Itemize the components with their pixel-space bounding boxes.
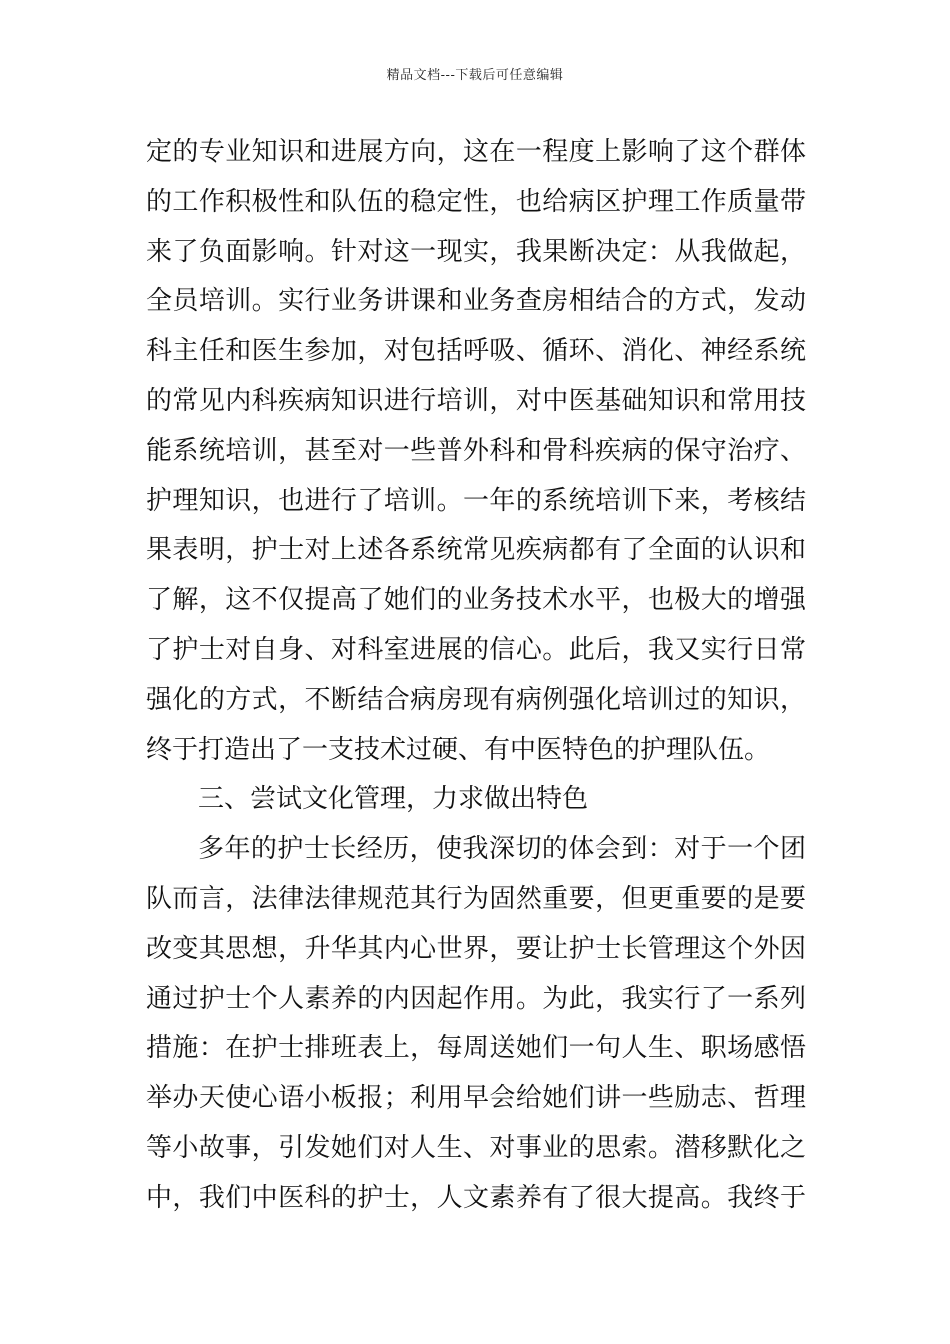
text-line: 全员培训。实行业务讲课和业务查房相结合的方式，发动 [146, 286, 806, 317]
section-heading: 三、尝试文化管理，力求做出特色 [198, 784, 589, 815]
text-line: 护理知识，也进行了培训。一年的系统培训下来，考核结 [146, 485, 806, 516]
text-line: 定的专业知识和进展方向，这在一程度上影响了这个群体 [146, 137, 806, 167]
text-line: 能系统培训，甚至对一些普外科和骨科疾病的保守治疗、 [146, 435, 806, 466]
text-line: 科主任和医生参加，对包括呼吸、循环、消化、神经系统 [146, 336, 806, 367]
text-line: 了解，这不仅提高了她们的业务技术水平，也极大的增强 [146, 585, 806, 616]
text-line: 的常见内科疾病知识进行培训，对中医基础知识和常用技 [146, 385, 806, 416]
text-line: 强化的方式，不断结合病房现有病例强化培训过的知识， [146, 684, 806, 715]
text-line: 多年的护士长经历，使我深切的体会到：对于一个团 [198, 834, 806, 865]
text-line: 队而言，法律法律规范其行为固然重要，但更重要的是要 [146, 883, 806, 914]
text-line: 举办天使心语小板报；利用早会给她们讲一些励志、哲理 [146, 1083, 806, 1114]
text-line: 中，我们中医科的护士，人文素养有了很大提高。我终于 [146, 1182, 806, 1213]
text-line: 果表明，护士对上述各系统常见疾病都有了全面的认识和 [146, 535, 806, 566]
text-line: 措施：在护士排班表上，每周送她们一句人生、职场感悟 [146, 1033, 806, 1064]
text-line: 了护士对自身、对科室进展的信心。此后，我又实行日常 [146, 634, 806, 665]
page-header: 精品文档---下载后可任意编辑 [386, 68, 564, 83]
text-line: 的工作积极性和队伍的稳定性，也给病区护理工作质量带 [146, 186, 806, 217]
text-line: 通过护士个人素养的内因起作用。为此，我实行了一系列 [146, 983, 806, 1014]
text-line: 等小故事，引发她们对人生、对事业的思索。潜移默化之 [146, 1132, 806, 1163]
text-line: 改变其思想，升华其内心世界，要让护士长管理这个外因 [146, 933, 806, 964]
document-body [146, 128, 806, 1224]
text-line: 来了负面影响。针对这一现实，我果断决定：从我做起， [146, 236, 806, 267]
text-line: 终于打造出了一支技术过硬、有中医特色的护理队伍。 [146, 734, 771, 765]
